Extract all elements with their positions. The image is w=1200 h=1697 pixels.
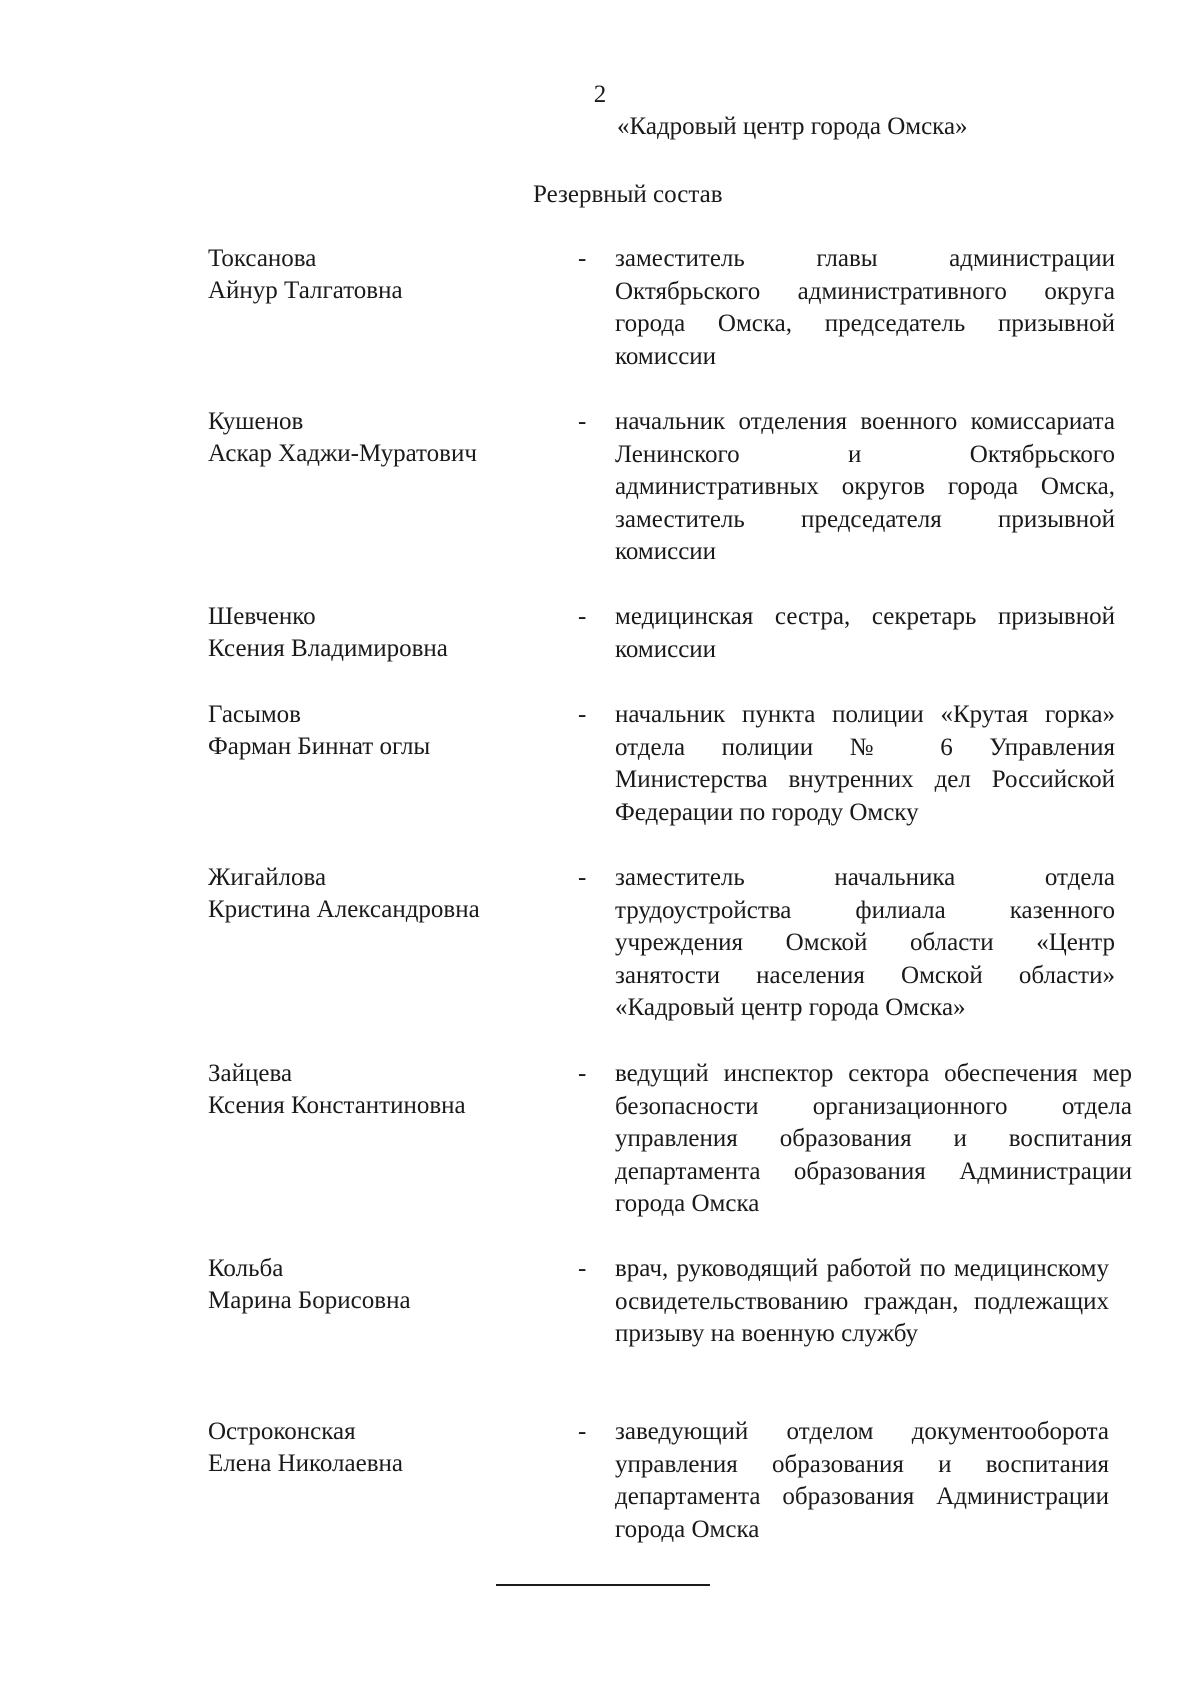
member-name xyxy=(208,243,538,307)
end-divider-line xyxy=(496,1584,710,1586)
member-name xyxy=(208,1058,538,1122)
member-dash: - xyxy=(578,245,587,272)
member-role: начальник отделения военного комиссариата Ленинского и Октябрьского административных округов города Омска, заместитель председателя призывной комиссии xyxy=(615,408,1115,565)
member-given-names: Фарман Биннат оглы xyxy=(208,733,431,760)
member-given-names: Аскар Хаджи-Муратович xyxy=(208,440,477,467)
member-given-names: Айнур Талгатовна xyxy=(208,277,403,304)
member-role: заведующий отделом документооборота управления образования и воспитания департамента образования Администрации города Омска xyxy=(615,1418,1109,1543)
member-surname: Токсанова xyxy=(208,245,317,272)
member-role: заместитель начальника отдела трудоустройства филиала казенного учреждения Омской области «Центр занятости населения Омской области» «Кадровый центр города Омска» xyxy=(615,864,1115,1021)
member-role: начальник пункта полиции «Крутая горка» отдела полиции № 6 Управления Министерства внутренних дел Российской Федерации по городу Омску xyxy=(615,701,1115,826)
member-given-names: Ксения Владимировна xyxy=(208,635,448,662)
member-surname: Жигайлова xyxy=(208,864,327,891)
member-surname: Кушенов xyxy=(208,408,304,435)
member-name xyxy=(208,862,538,926)
member-name xyxy=(208,699,538,763)
member-surname: Зайцева xyxy=(208,1060,293,1087)
member-dash: - xyxy=(578,1418,587,1445)
member-name xyxy=(208,1416,538,1480)
member-dash: - xyxy=(578,1060,587,1087)
member-surname: Кольба xyxy=(208,1255,284,1282)
member-role: медицинская сестра, секретарь призывной комиссии xyxy=(615,603,1115,663)
member-given-names: Елена Николаевна xyxy=(208,1450,403,1477)
member-name xyxy=(208,406,538,470)
member-dash: - xyxy=(578,701,587,728)
member-surname: Гасымов xyxy=(208,701,301,728)
member-dash: - xyxy=(578,1255,587,1282)
member-given-names: Кристина Александровна xyxy=(208,896,480,923)
member-name xyxy=(208,1253,538,1317)
member-given-names: Марина Борисовна xyxy=(208,1287,411,1314)
member-given-names: Ксения Константиновна xyxy=(208,1092,466,1119)
page-number: 2 xyxy=(593,81,607,108)
member-name xyxy=(208,601,538,665)
member-role: заместитель главы администрации Октябрьского административного округа города Омска, председатель призывной комиссии xyxy=(615,245,1115,370)
member-surname: Шевченко xyxy=(208,603,316,630)
member-dash: - xyxy=(578,603,587,630)
section-title: Резервный состав xyxy=(533,181,723,208)
member-dash: - xyxy=(578,408,587,435)
member-role: врач, руководящий работой по медицинскому освидетельствованию граждан, подлежащих призыву на военную службу xyxy=(615,1255,1109,1347)
member-surname: Остроконская xyxy=(208,1418,356,1445)
member-role: ведущий инспектор сектора обеспечения мер безопасности организационного отдела управления образования и воспитания департамента образования Администрации города Омска xyxy=(615,1060,1132,1217)
member-dash: - xyxy=(578,864,587,891)
header-continuation-line: «Кадровый центр города Омска» xyxy=(617,113,968,140)
